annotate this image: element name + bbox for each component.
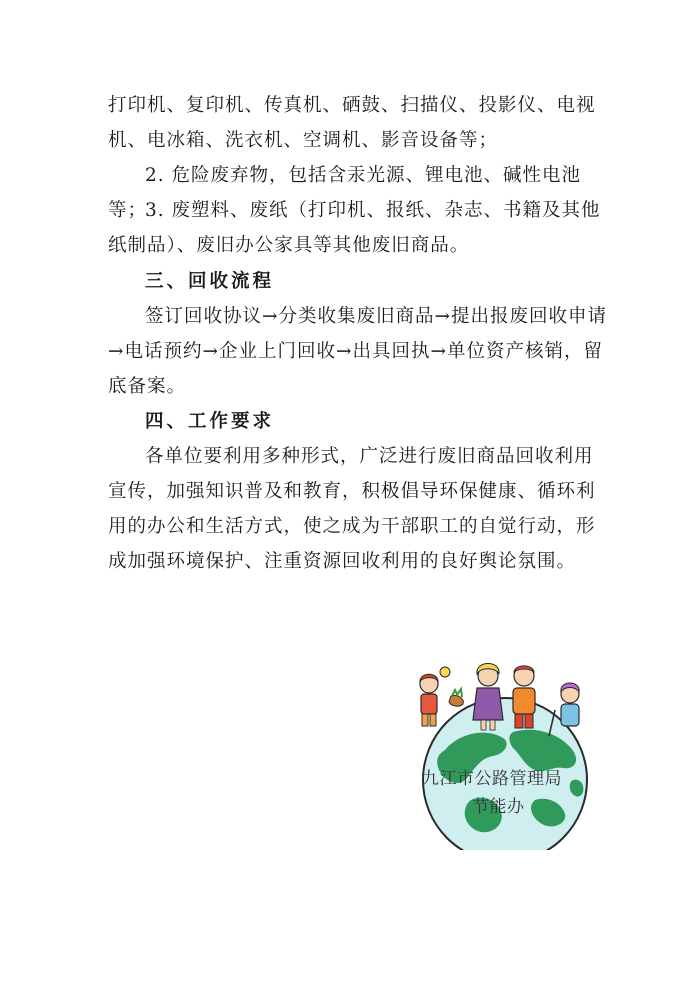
paragraph-waste-paper-plastic: 3. 废塑料、废纸（打印机、报纸、杂志、书籍及其他纸制品）、废旧办公家具等其他废旧商品。 <box>108 200 601 256</box>
person-woman-icon <box>473 664 503 731</box>
signature-office: 节能办 <box>472 797 525 817</box>
section-heading-recycling-process: 三、回收流程 <box>145 271 275 292</box>
paragraph-work-requirements: 各单位要利用多种形式，广泛进行废旧商品回收利用宣传，加强知识普及和教育，积极倡导环保健康、循环利用的办公和生活方式，使之成为干部职工的自觉行动，形成加强环境保护、注重资源回收利用的良好舆论氛围。 <box>108 446 596 572</box>
paragraph-device-list: 打印机、复印机、传真机、硒鼓、扫描仪、投影仪、电视机、电冰箱、洗衣机、空调机、影音设备等； <box>108 95 596 151</box>
paragraph-hazardous-waste: 2. 危险废弃物，包括含汞光源、锂电池、碱性电池等； <box>108 165 582 221</box>
signature-organization: 九江市公路管理局 <box>422 769 562 789</box>
globe-people-illustration <box>405 650 605 850</box>
paragraph-recycling-process: 签订回收协议→分类收集废旧商品→提出报废回收申请→电话预约→企业上门回收→出具回执→单位资产核销，留底备案。 <box>108 306 608 397</box>
section-heading-work-requirements: 四、工作要求 <box>145 411 275 432</box>
